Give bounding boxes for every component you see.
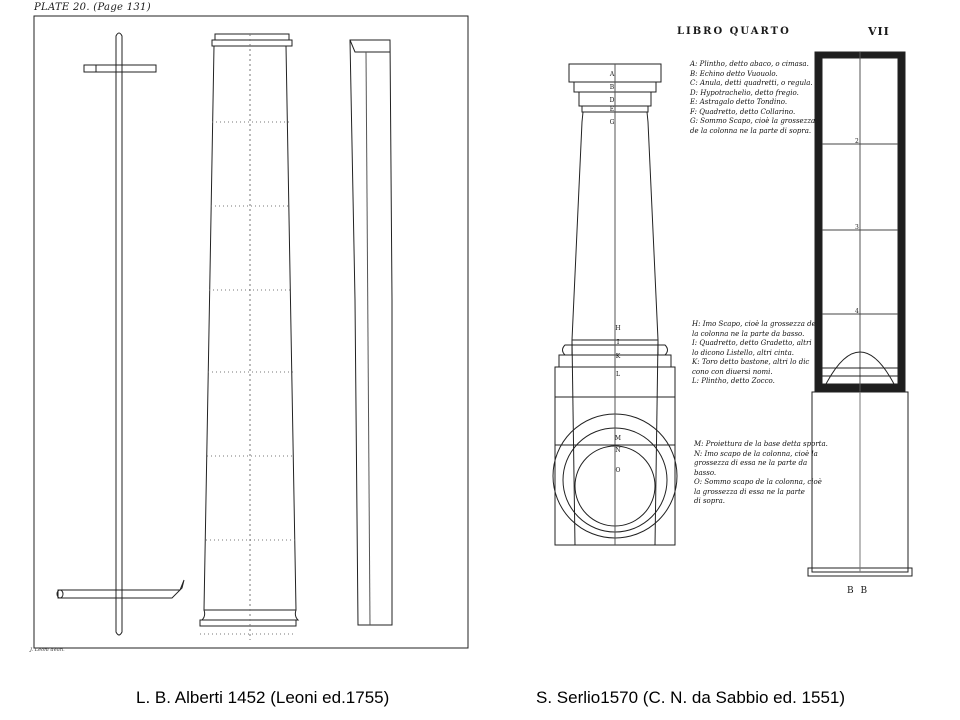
legend-line: B: Echino detto Vuouolo. [690,69,778,78]
legend-base [692,320,816,387]
legend-line: lo dicono Listello, altri cinta. [692,348,794,357]
letter-g: G [609,119,615,126]
letter-k: K [615,353,621,360]
legend-line: A: Plintho, detto abaco, o cimasa. [690,60,809,68]
caption-serlio: S. Serlio1570 (C. N. da Sabbio ed. 1551) [536,688,846,707]
legend-line: C: Anula, detti quadretti, o regula. [690,79,813,87]
legend-plan [694,440,828,507]
setting-rod-drawing [57,33,184,635]
bottom-label: B B [847,586,870,596]
column-profile-strip [350,40,392,625]
letter-l: L [616,371,620,378]
section-number-3: 3 [855,224,859,231]
legend-line: la colonna ne la parte da basso. [692,329,805,338]
page-number: VII [868,25,890,38]
letter-o: O [615,467,621,474]
legend-line: D: Hypotrachelio, detto fregio. [690,88,799,97]
letter-m: M [614,435,622,442]
alberti-column-shaft [200,34,298,640]
legend-line: grossezza di essa ne la parte da [694,459,808,467]
plate-header: PLATE 20. (Page 131) [34,2,151,13]
letter-h: H [615,325,621,332]
legend-capital [690,60,815,136]
legend-line: K: Toro detto bastone, altri lo dic [692,358,810,366]
legend-line: G: Sommo Scapo, cioè la grossezza [690,117,816,125]
section-number-2: 2 [855,138,859,145]
letter-b: B [609,84,615,91]
legend-line: de la colonna ne la parte di sopra. [690,126,812,135]
engraver-credit: J. Leoni delin. [30,647,65,653]
legend-line: M: Proiettura de la base detta sporta. [694,440,828,448]
caption-alberti: L. B. Alberti 1452 (Leoni ed.1755) [136,688,390,707]
legend-line: basso. [694,468,717,477]
section-number-4: 4 [855,308,859,315]
plate-border [34,16,468,648]
letter-i: I [616,339,620,346]
legend-line: N: Imo scapo de la colonna, cioè la [694,449,818,458]
legend-line: F: Quadretto, detto Collarino. [690,107,796,116]
letter-e: E [609,106,615,113]
legend-line: I: Quadretto, detto Gradetto, altri [692,339,812,347]
legend-line: cono con diuersi nomi. [692,367,773,376]
letter-n: N [615,447,621,454]
legend-line: L: Plintho, detto Zocco. [692,377,775,385]
legend-line: la grossezza di essa ne la parte [694,487,805,496]
legend-line: di sopra. [694,497,725,505]
book-title: LIBRO QUARTO [677,26,791,37]
letter-d: D [609,97,615,104]
legend-line: H: Imo Scapo, cioè la grossezza de [692,320,816,328]
letter-a: A [609,71,615,78]
legend-line: E: Astragalo detto Tondino. [690,98,788,106]
legend-line: O: Sommo scapo de la colonna, cioè [694,478,822,486]
